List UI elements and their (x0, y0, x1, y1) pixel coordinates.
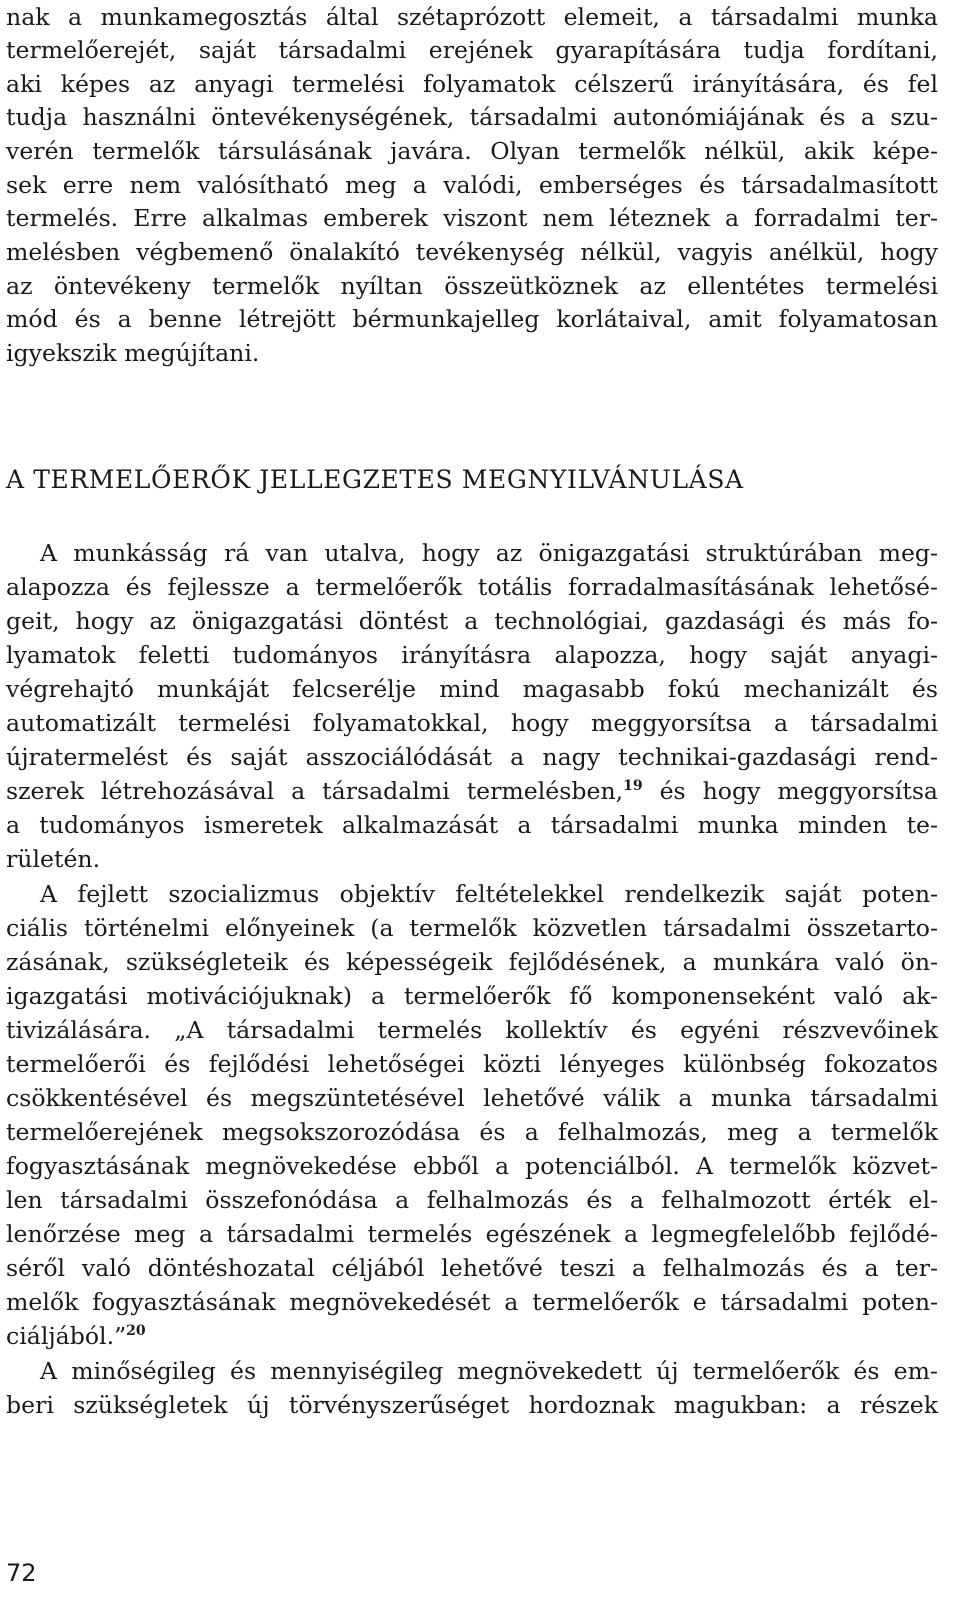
text-line: A munkásság rá van utalva, hogy az önigazgatási struktúrában meg- (40, 539, 938, 567)
footnote-ref-19: 19 (623, 778, 643, 794)
text-line: igazgatási motivációjuknak) a termelőerők fő komponenseként való ak- (6, 982, 938, 1010)
text-line: melésben végbemenő önalakító tevékenység nélkül, vagyis anélkül, hogy (6, 238, 938, 266)
footnote-ref-20: 20 (126, 1323, 146, 1339)
text-line: verén termelők társulásának javára. Olyan termelők nélkül, akik képe- (6, 137, 938, 165)
text-line: sek erre nem valósítható meg a valódi, emberséges és társadalmasított (6, 171, 938, 199)
text-line: nak a munkamegosztás által szétaprózott elemeit, a társadalmi munka (6, 3, 938, 31)
page-number: 72 (6, 1559, 37, 1587)
text-line: beri szükségletek új törvényszerűséget hordoznak magukban: a részek (6, 1391, 938, 1419)
text-line: igyekszik megújítani. (6, 339, 260, 367)
text-line: zásának, szükségleteik és képességeik fejlődésének, a munkára való ön- (6, 948, 938, 976)
text-line: az öntevékeny termelők nyíltan összeütköznek az ellentétes termelési (6, 272, 938, 300)
text-line: alapozza és fejlessze a termelőerők totális forradalmasításának lehetősé- (6, 573, 938, 601)
text-line: rületén. (6, 845, 101, 873)
text-line: tivizálására. „A társadalmi termelés kollektív és egyéni részvevőinek (6, 1016, 938, 1044)
text-segment: ciáljából.” (6, 1322, 127, 1350)
text-line: automatizált termelési folyamatokkal, hogy meggyorsítsa a társadalmi (6, 709, 938, 737)
text-line: A minőségileg és mennyiségileg megnövekedett új termelőerők és em- (40, 1357, 938, 1385)
text-line: lenőrzése meg a társadalmi termelés egészének a legmegfelelőbb fejlődé- (6, 1220, 938, 1248)
text-line (6, 774, 938, 808)
text-line: fogyasztásának megnövekedése ebből a potenciálból. A termelők közvet- (6, 1152, 938, 1180)
text-line: geit, hogy az önigazgatási döntést a technológiai, gazdasági és más fo- (6, 607, 938, 635)
text-line: termelőerői és fejlődési lehetőségei közti lényeges különbség fokozatos (6, 1050, 938, 1078)
text-line: séről való döntéshozatal céljából lehetővé teszi a felhalmozás és a ter- (6, 1254, 938, 1282)
text-line: tudja használni öntevékenységének, társadalmi autonómiájának és a szu- (6, 103, 938, 131)
text-line: újratermelést és saját asszociálódását a nagy technikai-gazdasági rend- (6, 743, 938, 771)
text-line: csökkentésével és megszüntetésével lehetővé válik a munka társadalmi (6, 1084, 938, 1112)
text-line: termelőerejének megsokszorozódása és a felhalmozás, meg a termelők (6, 1118, 938, 1146)
text-line: aki képes az anyagi termelési folyamatok célszerű irányítására, és fel (6, 70, 938, 98)
section-heading: A TERMELŐERŐK JELLEGZETES MEGNYILVÁNULÁSA (6, 465, 744, 494)
text-line: termelés. Erre alkalmas emberek viszont nem léteznek a forradalmi ter- (6, 204, 938, 232)
text-line (6, 1319, 938, 1353)
text-line: ciális történelmi előnyeinek (a termelők közvetlen társadalmi összetarto- (6, 914, 938, 942)
text-line: mód és a benne létrejött bérmunkajelleg korlátaival, amit folyamatosan (6, 305, 938, 333)
text-line: melők fogyasztásának megnövekedését a termelőerők e társadalmi poten- (6, 1288, 938, 1316)
text-line: végrehajtó munkáját felcserélje mind magasabb fokú mechanizált és (6, 675, 938, 703)
text-segment: és hogy meggyorsítsa (642, 777, 938, 805)
text-line: A fejlett szocializmus objektív feltételekkel rendelkezik saját poten- (40, 880, 938, 908)
text-segment: szerek létrehozásával a társadalmi termelésben, (6, 777, 624, 805)
text-line: termelőerejét, saját társadalmi erejének gyarapítására tudja fordítani, (6, 36, 938, 64)
text-line: len társadalmi összefonódása a felhalmozás és a felhalmozott érték el- (6, 1186, 938, 1214)
document-page (6, 0, 938, 1602)
text-line: a tudományos ismeretek alkalmazását a társadalmi munka minden te- (6, 811, 938, 839)
text-line: lyamatok feletti tudományos irányításra alapozza, hogy saját anyagi- (6, 641, 938, 669)
